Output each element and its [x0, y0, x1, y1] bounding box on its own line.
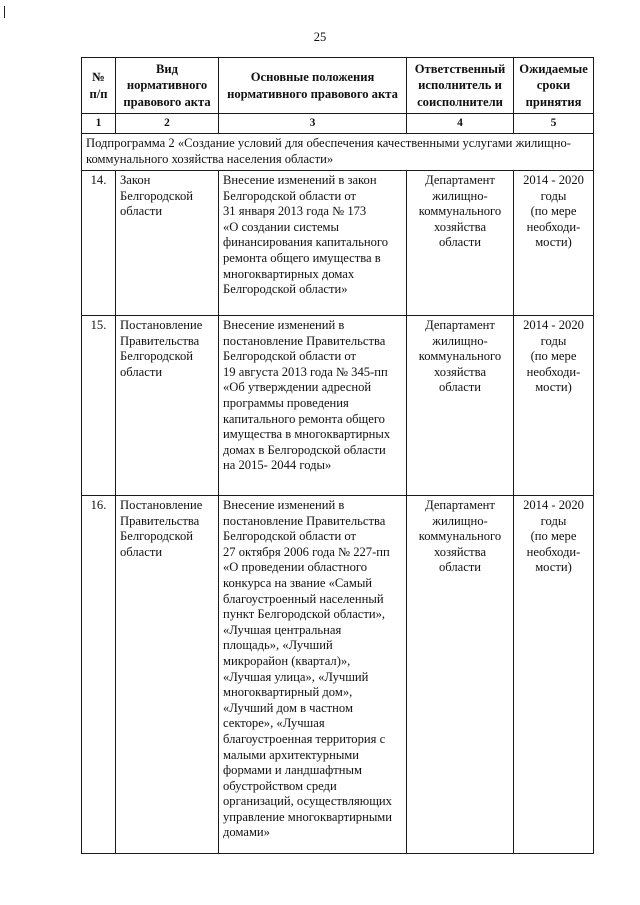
row-number: 15.: [82, 316, 116, 496]
act-type: Закон Белгородской области: [116, 171, 219, 316]
column-number-row: [82, 114, 594, 134]
subprogram-title: Подпрограмма 2 «Создание условий для обеспечения качественными услугами жилищно-коммунального хозяйства населения области»: [82, 134, 594, 171]
column-number: 3: [219, 114, 407, 134]
adoption-term: 2014 - 2020 годы (по мере необходи- мости): [514, 496, 594, 854]
act-provisions: Внесение изменений в постановление Правительства Белгородской области от 19 августа 2013 года № 345-пп «Об утверждении адресной программы проведения капитального ремонта общего имущества в многоквартирных домах в Белгородской области на 2015- 2044 годы»: [219, 316, 407, 496]
header-provisions: Основные положения нормативного правового акта: [219, 58, 407, 114]
act-type: Постановление Правительства Белгородской области: [116, 316, 219, 496]
header-number: № п/п: [82, 58, 116, 114]
column-number: 1: [82, 114, 116, 134]
adoption-term: 2014 - 2020 годы (по мере необходи- мости): [514, 316, 594, 496]
column-number: 5: [514, 114, 594, 134]
header-term: Ожидаемые сроки принятия: [514, 58, 594, 114]
row-number: 14.: [82, 171, 116, 316]
header-act-type: Вид нормативного правового акта: [116, 58, 219, 114]
table-header-row: [82, 58, 594, 114]
header-executor: Ответственный исполнитель и соисполнители: [407, 58, 514, 114]
subprogram-row: [82, 134, 594, 171]
act-type: Постановление Правительства Белгородской области: [116, 496, 219, 854]
executor: Департамент жилищно- коммунального хозяйства области: [407, 496, 514, 854]
act-provisions: Внесение изменений в закон Белгородской области от 31 января 2013 года № 173 «О создании системы финансирования капитального ремонта общего имущества в многоквартирных домах Белгородской области»: [219, 171, 407, 316]
margin-mark: [4, 6, 5, 18]
column-number: 2: [116, 114, 219, 134]
page-number: 25: [313, 30, 327, 44]
executor: Департамент жилищно- коммунального хозяйства области: [407, 316, 514, 496]
legal-acts-table: [81, 57, 594, 854]
executor: Департамент жилищно- коммунального хозяйства области: [407, 171, 514, 316]
table-row: [82, 316, 594, 496]
table-row: [82, 496, 594, 854]
row-number: 16.: [82, 496, 116, 854]
column-number: 4: [407, 114, 514, 134]
act-provisions: Внесение изменений в постановление Правительства Белгородской области от 27 октября 2006 года № 227-пп «О проведении областного конкурса на звание «Самый благоустроенный населенный пункт Белгородской области», «Лучшая центральная площадь», «Лучший микрорайон (квартал)», «Лучшая улица», «Лучший многоквартирный дом», «Лучший дом в частном секторе», «Лучшая благоустроенная территория с малыми архитектурными формами и ландшафтным обустройством среди организаций, осуществляющих управление многоквартирными домами»: [219, 496, 407, 854]
table-row: [82, 171, 594, 316]
adoption-term: 2014 - 2020 годы (по мере необходи- мости): [514, 171, 594, 316]
